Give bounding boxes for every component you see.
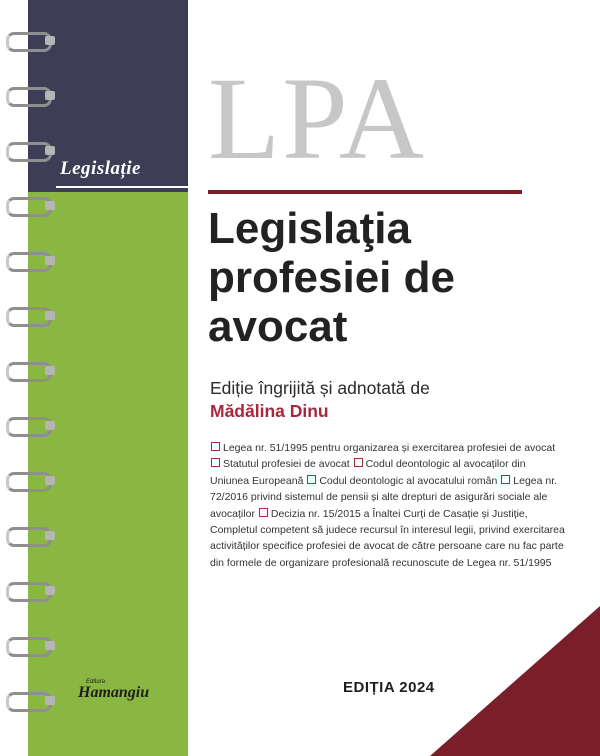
book-title: Legislaţia profesiei de avocat — [208, 204, 455, 351]
edition-label: EDIȚIA 2024 — [343, 679, 435, 696]
contents-item: Decizia nr. 15/2015 a Înaltei Curți de Casație și Justiție, Completul competent să judece recursul în interesul legii, privind exercitarea activităților specifice profesiei de avocat de către persoane care nu fac parte din formele de organizare profesională recunoscute de Legea nr. 51/1995 — [210, 507, 565, 569]
publisher-prefix: Editura — [86, 679, 106, 685]
spiral-ring — [6, 142, 52, 162]
book-author: Mădălina Dinu — [210, 401, 329, 421]
contents-item: Statutul profesiei de avocat — [223, 458, 353, 471]
bullet-square-icon — [501, 475, 510, 484]
contents-item: Legea nr. 72/2016 privind sistemul de pensii și alte drepturi de asigurări sociale ale avocaților — [210, 474, 558, 520]
spiral-ring — [6, 32, 52, 52]
bullet-square-icon — [259, 508, 268, 517]
contents-list — [210, 440, 565, 571]
corner-triangle — [430, 606, 600, 756]
corner-decoration — [430, 606, 600, 756]
spiral-ring — [6, 197, 52, 217]
spiral-binding — [0, 0, 60, 756]
bullet-square-icon — [307, 475, 316, 484]
spiral-ring — [6, 472, 52, 492]
contents-item: Codul deontologic al avocatului român — [319, 474, 501, 487]
spiral-ring — [6, 362, 52, 382]
contents-item: Legea nr. 51/1995 pentru organizarea și exercitarea profesiei de avocat — [223, 442, 556, 454]
spiral-ring — [6, 87, 52, 107]
series-underline — [56, 186, 188, 188]
spiral-ring — [6, 692, 52, 712]
spiral-ring — [6, 527, 52, 547]
spiral-ring — [6, 582, 52, 602]
series-label: Legislație — [60, 158, 141, 179]
contents-item: Codul deontologic al avocaților din Uniunea Europeană — [210, 458, 526, 487]
bullet-square-icon — [211, 458, 220, 467]
book-subtitle: Ediție îngrijită și adnotată de — [210, 378, 430, 398]
lpa-logo: LPA — [208, 53, 427, 184]
spiral-ring — [6, 417, 52, 437]
spiral-ring — [6, 252, 52, 272]
title-divider — [208, 190, 522, 194]
spiral-ring — [6, 307, 52, 327]
publisher-logo: Hamangiu — [78, 684, 150, 701]
spiral-ring — [6, 637, 52, 657]
bullet-square-icon — [354, 458, 363, 467]
bullet-square-icon — [211, 442, 220, 451]
